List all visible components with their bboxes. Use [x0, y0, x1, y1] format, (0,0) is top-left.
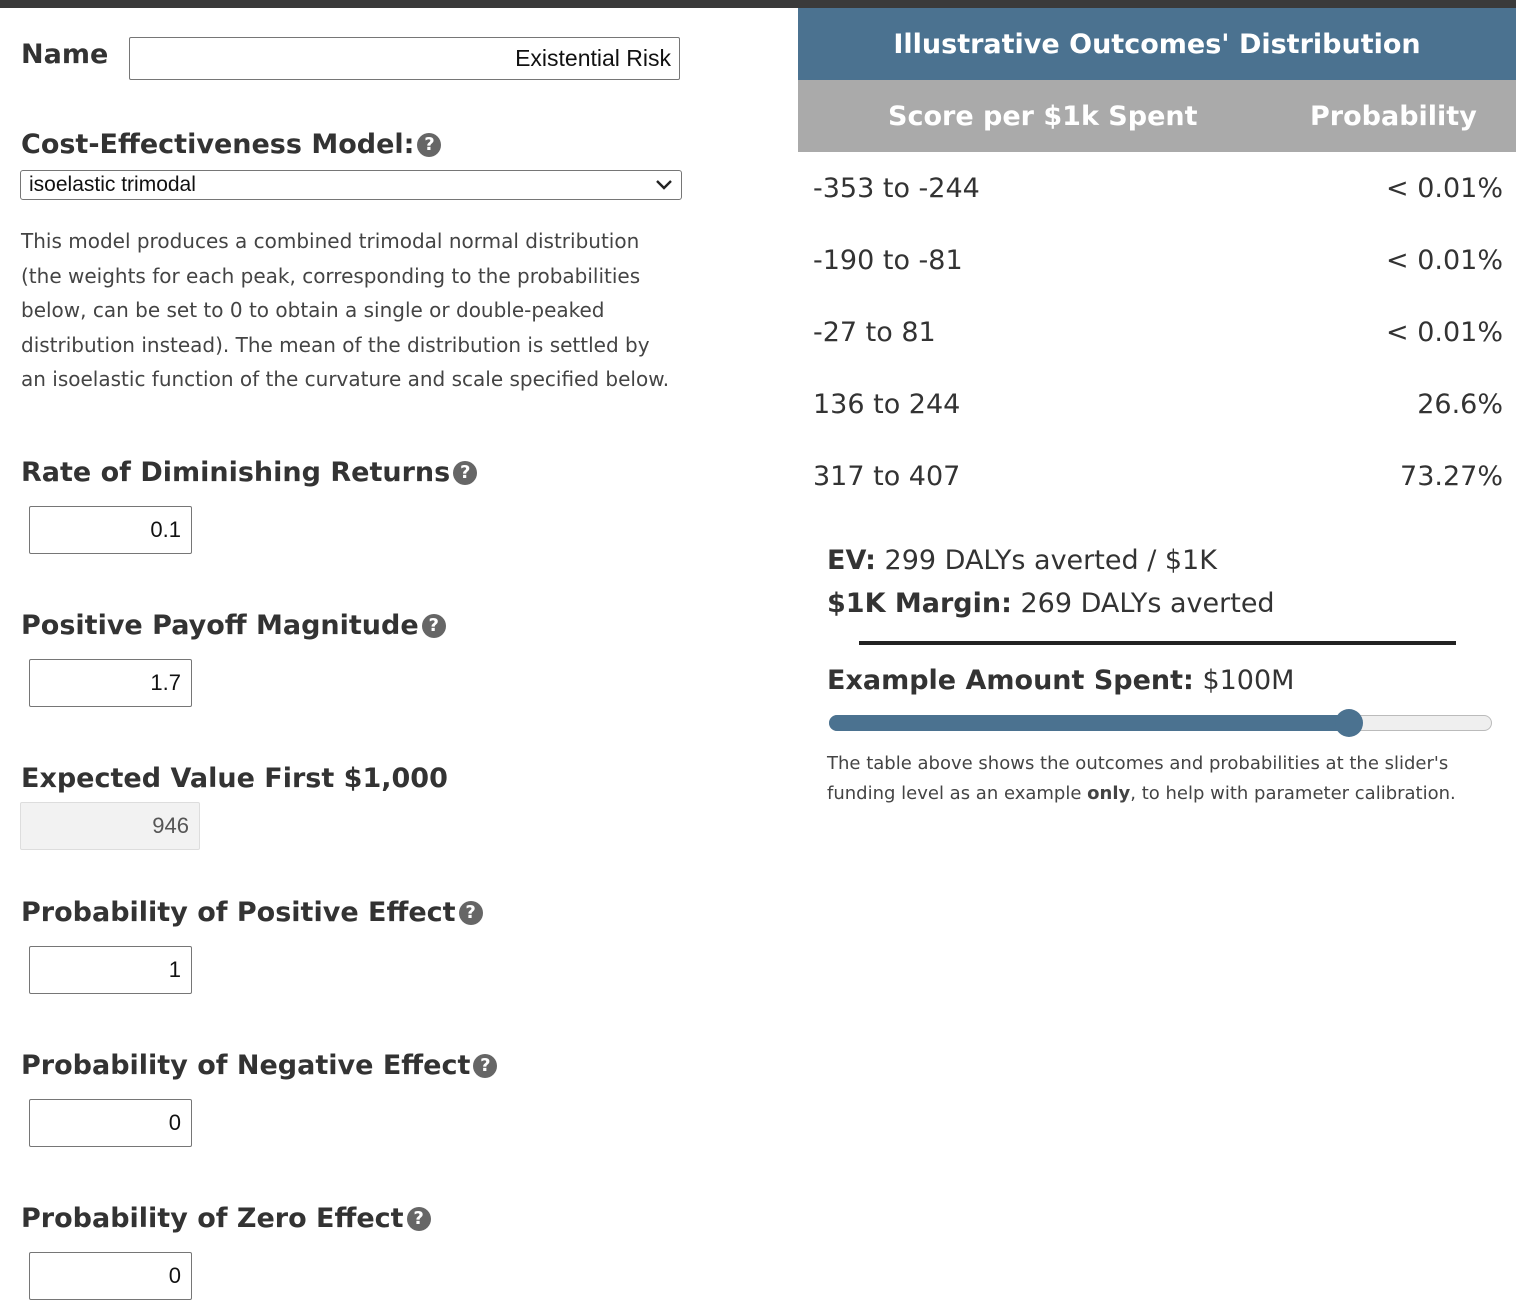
amount-value: $100M: [1202, 665, 1295, 696]
score-column-header: Score per $1k Spent: [888, 100, 1198, 132]
probability-cell: 26.6%: [1417, 388, 1503, 420]
margin-value: 269 DALYs averted: [1020, 588, 1275, 619]
table-row: [798, 440, 1516, 512]
probability-cell: 73.27%: [1400, 460, 1503, 492]
diminishing-returns-input[interactable]: [29, 506, 192, 554]
slider-fill: [829, 715, 1349, 731]
model-select[interactable]: [20, 170, 682, 200]
table-row: [798, 152, 1516, 224]
prob-negative-input[interactable]: [29, 1099, 192, 1147]
prob-zero-input[interactable]: [29, 1252, 192, 1300]
prob-positive-input[interactable]: [29, 946, 192, 994]
score-range-cell: -27 to 81: [813, 316, 936, 348]
help-circle-icon[interactable]: ?: [453, 461, 477, 485]
prob-zero-label: Probability of Zero Effect ?: [21, 1203, 431, 1234]
probability-column-header: Probability: [1310, 100, 1477, 132]
margin-summary: [827, 588, 1275, 619]
help-circle-icon[interactable]: ?: [459, 901, 483, 925]
prob-negative-label: Probability of Negative Effect ?: [21, 1050, 497, 1081]
window-top-bar: [0, 0, 1516, 8]
positive-payoff-label: Positive Payoff Magnitude ?: [21, 610, 446, 641]
probability-cell: < 0.01%: [1386, 316, 1503, 348]
amount-label: Example Amount Spent:: [827, 665, 1194, 696]
help-circle-icon[interactable]: ?: [422, 614, 446, 638]
model-description: This model produces a combined trimodal normal distribution (the weights for each peak, corresponding to the probabilities below, can be set to 0 to obtain a single or double-peaked distribution instead). The mean of the distribution is settled by an isoelastic function of the curvature and scale specified below.: [21, 229, 670, 392]
positive-payoff-input[interactable]: [29, 659, 192, 707]
name-label: Name: [21, 39, 109, 70]
help-circle-icon[interactable]: ?: [407, 1207, 431, 1231]
amount-spent: [827, 665, 1294, 696]
probability-cell: < 0.01%: [1386, 244, 1503, 276]
ev-value: 299 DALYs averted / $1K: [884, 545, 1217, 576]
outcomes-panel: [798, 8, 1516, 1306]
outcomes-table-header: [798, 80, 1516, 152]
score-range-cell: -353 to -244: [813, 172, 980, 204]
model-form: [0, 8, 790, 1306]
table-row: [798, 224, 1516, 296]
chevron-down-icon: [655, 179, 673, 191]
expected-value-label: Expected Value First $1,000: [21, 763, 448, 794]
outcomes-table-body: [798, 152, 1516, 512]
score-range-cell: -190 to -81: [813, 244, 963, 276]
diminishing-returns-label: Rate of Diminishing Returns ?: [21, 457, 477, 488]
prob-positive-label: Probability of Positive Effect ?: [21, 897, 483, 928]
help-circle-icon[interactable]: ?: [473, 1054, 497, 1078]
help-circle-icon[interactable]: ?: [417, 133, 441, 157]
slider-thumb[interactable]: [1335, 709, 1363, 737]
probability-cell: < 0.01%: [1386, 172, 1503, 204]
ev-label: EV:: [827, 545, 876, 576]
score-range-cell: 317 to 407: [813, 460, 961, 492]
model-select-value: isoelastic trimodal: [29, 173, 196, 196]
ev-summary: [827, 545, 1217, 576]
name-input[interactable]: [129, 37, 680, 80]
divider: [859, 641, 1456, 645]
amount-slider[interactable]: [829, 713, 1492, 733]
table-row: [798, 368, 1516, 440]
model-label: Cost-Effectiveness Model: ?: [21, 129, 441, 160]
outcomes-title: Illustrative Outcomes' Distribution: [798, 8, 1516, 80]
score-range-cell: 136 to 244: [813, 388, 961, 420]
margin-label: $1K Margin:: [827, 588, 1012, 619]
calibration-note: The table above shows the outcomes and probabilities at the slider's funding level as an example only, to help with parameter calibration.: [827, 753, 1456, 804]
expected-value-output: 946: [20, 802, 200, 850]
table-row: [798, 296, 1516, 368]
